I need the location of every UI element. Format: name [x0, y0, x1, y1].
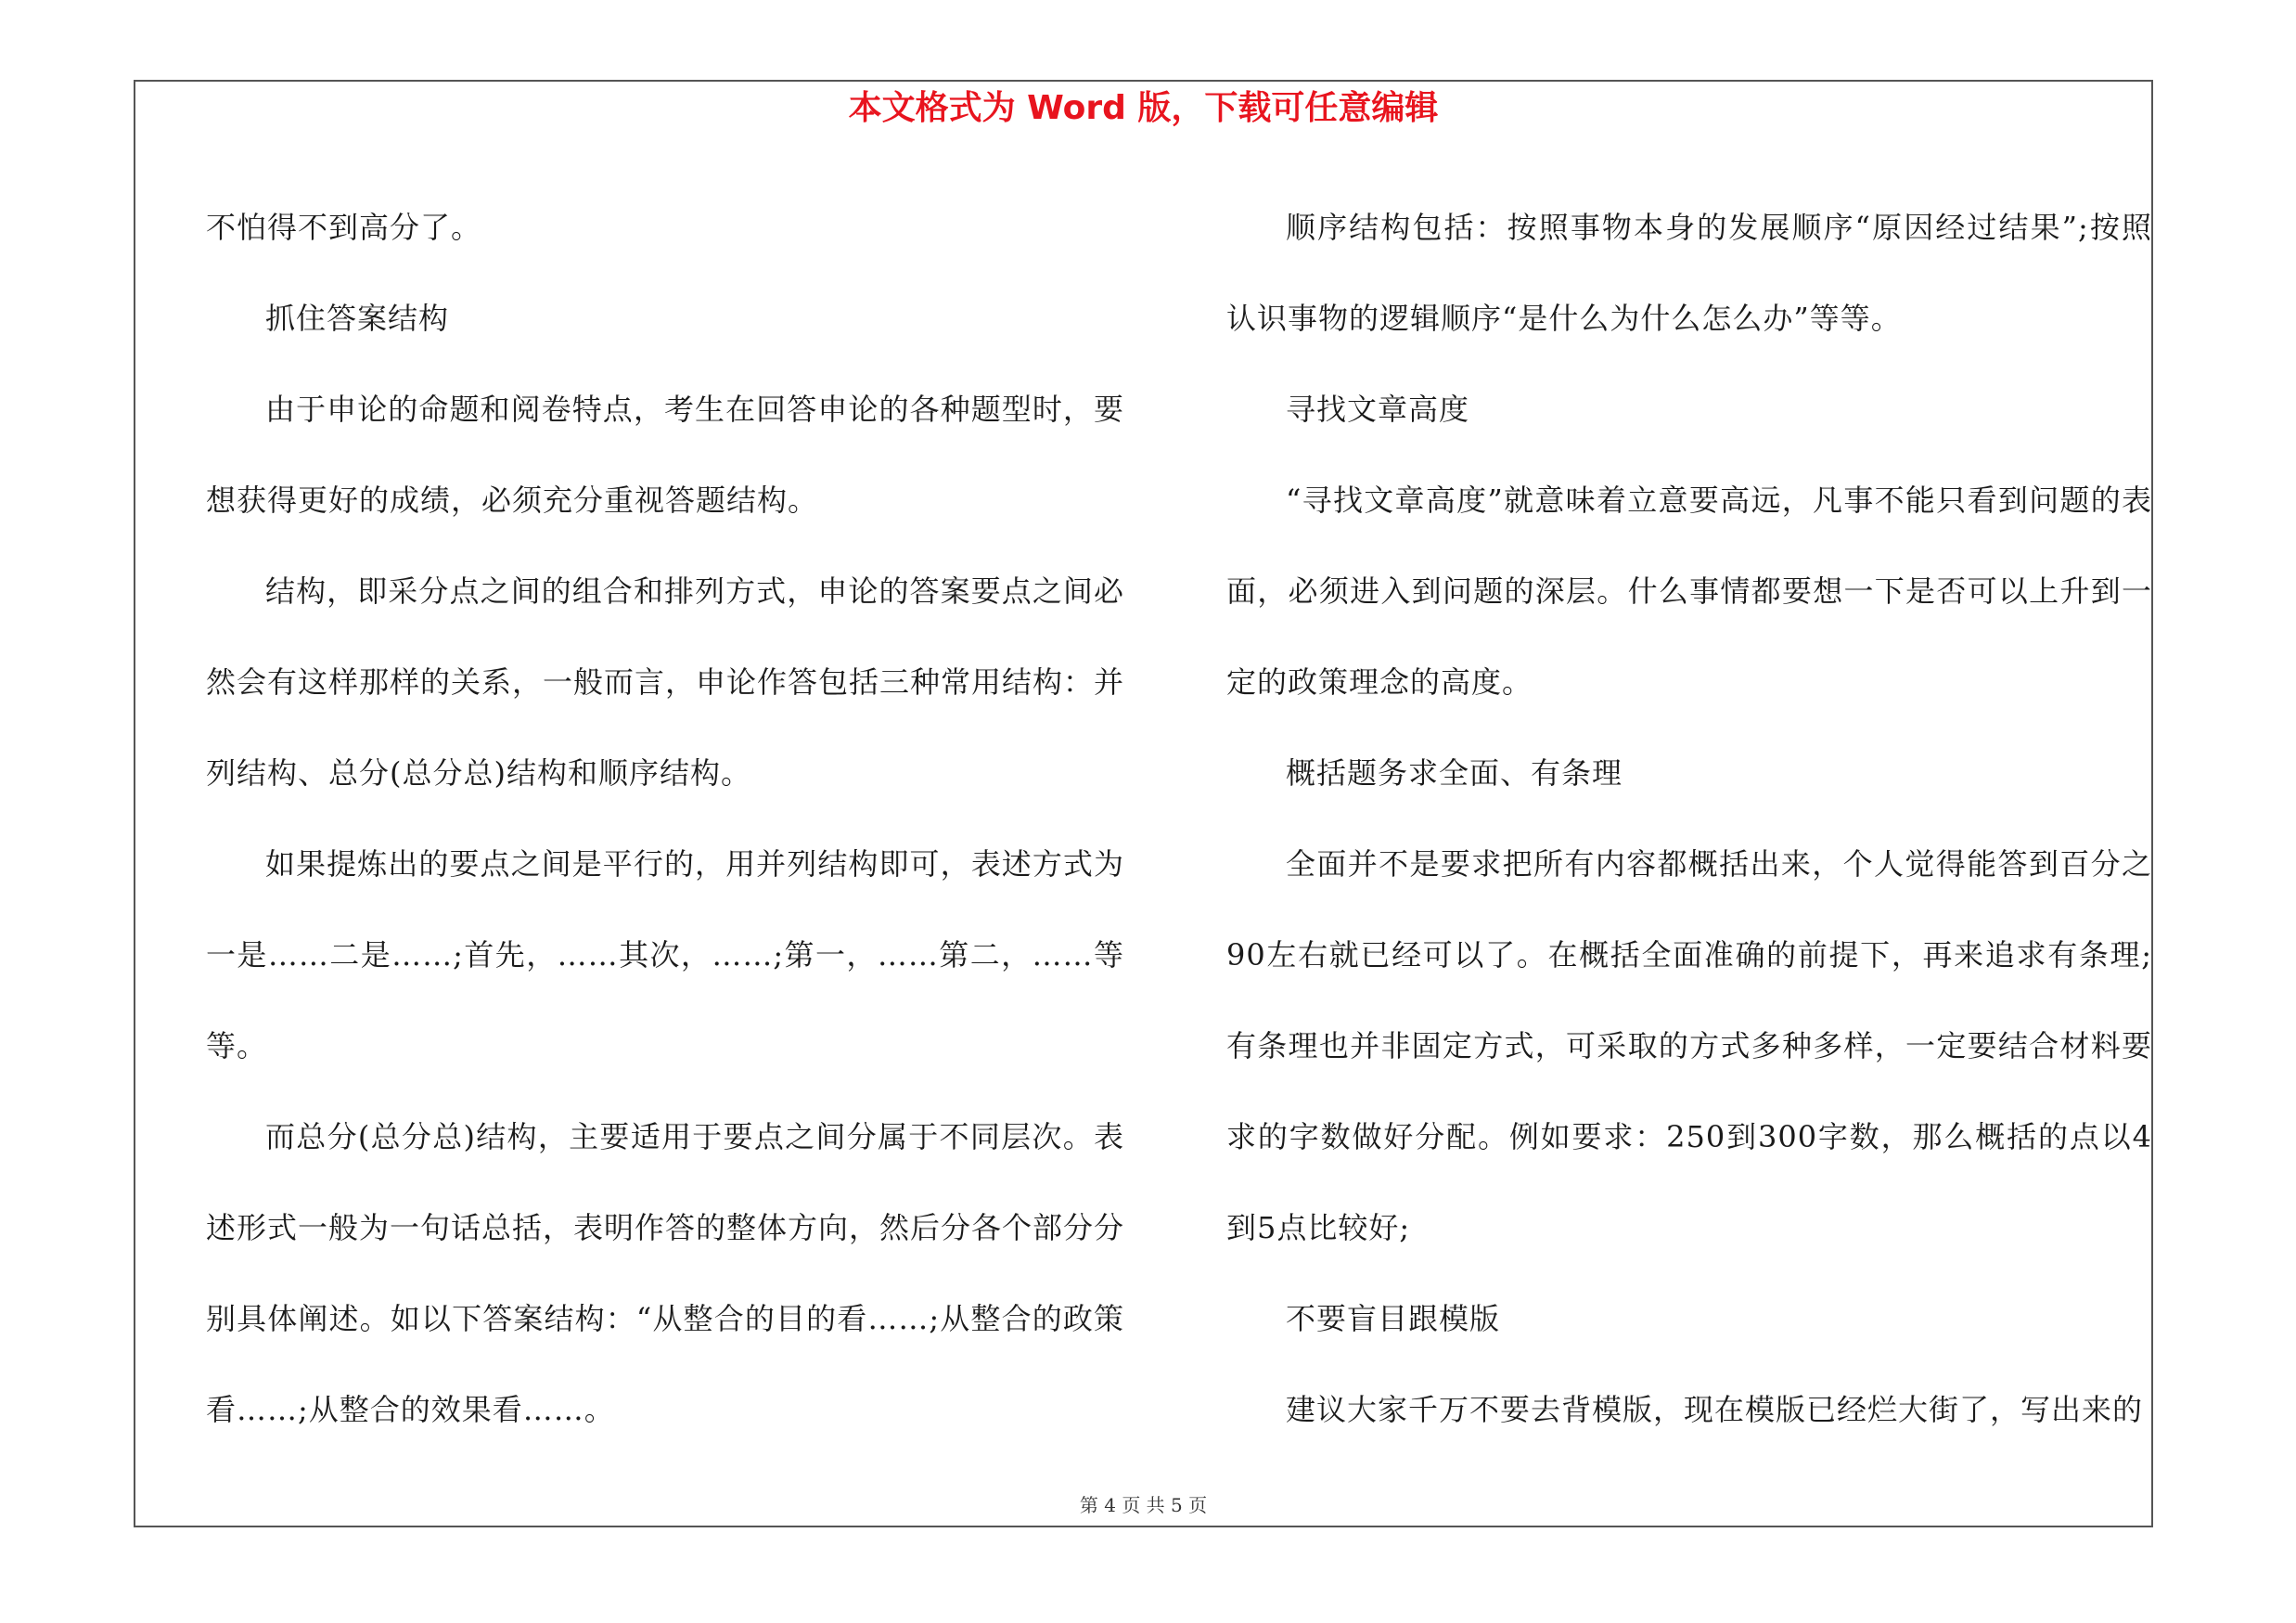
paragraph: 结构，即采分点之间的组合和排列方式，申论的答案要点之间必然会有这样那样的关系，一般而言，申论作答包括三种常用结构：并列结构、总分(总分总)结构和顺序结构。 [206, 573, 1125, 791]
paragraph: 如果提炼出的要点之间是平行的，用并列结构即可，表述方式为一是……二是……;首先，……其次，……;第一，……第二，……等等。 [206, 846, 1124, 1063]
section-heading: 不要盲目跟模版 [1286, 1301, 1501, 1336]
paragraph: 建议大家千万不要去背模版，现在模版已经烂大街了，写出来的 [1286, 1392, 2144, 1427]
paragraph: 全面并不是要求把所有内容都概括出来，个人觉得能答到百分之90左右就已经可以了。在概括全面准确的前提下，再来追求有条理;有条理也并非固定方式，可采取的方式多种多样，一定要结合材料要求的字数做好分配。例如要求：250到300字数，那么概括的点以4到5点比较好; [1226, 846, 2152, 1245]
left-column [206, 182, 1124, 1455]
page-number-footer: 第 4 页 共 5 页 [1079, 1494, 1208, 1516]
section-heading: 抓住答案结构 [265, 301, 450, 336]
format-banner: 本文格式为 Word 版，下载可任意编辑 [848, 89, 1439, 127]
right-column [1226, 182, 2152, 1455]
paragraph: “寻找文章高度”就意味着立意要高远，凡事不能只看到问题的表面，必须进入到问题的深层。什么事情都要想一下是否可以上升到一定的政策理念的高度。 [1226, 483, 2152, 700]
paragraph-continuation: 不怕得不到高分了。 [206, 210, 482, 245]
section-heading: 概括题务求全面、有条理 [1286, 755, 1623, 791]
paragraph: 而总分(总分总)结构，主要适用于要点之间分属于不同层次。表述形式一般为一句话总括，表明作答的整体方向，然后分各个部分分别具体阐述。如以下答案结构：“从整合的目的看……;从整合的政策看……;从整合的效果看……。 [206, 1119, 1125, 1427]
paragraph: 由于申论的命题和阅卷特点，考生在回答申论的各种题型时，要想获得更好的成绩，必须充分重视答题结构。 [206, 392, 1124, 518]
section-heading: 寻找文章高度 [1286, 392, 1470, 427]
paragraph: 顺序结构包括：按照事物本身的发展顺序“原因经过结果”;按照认识事物的逻辑顺序“是什么为什么怎么办”等等。 [1226, 210, 2152, 336]
